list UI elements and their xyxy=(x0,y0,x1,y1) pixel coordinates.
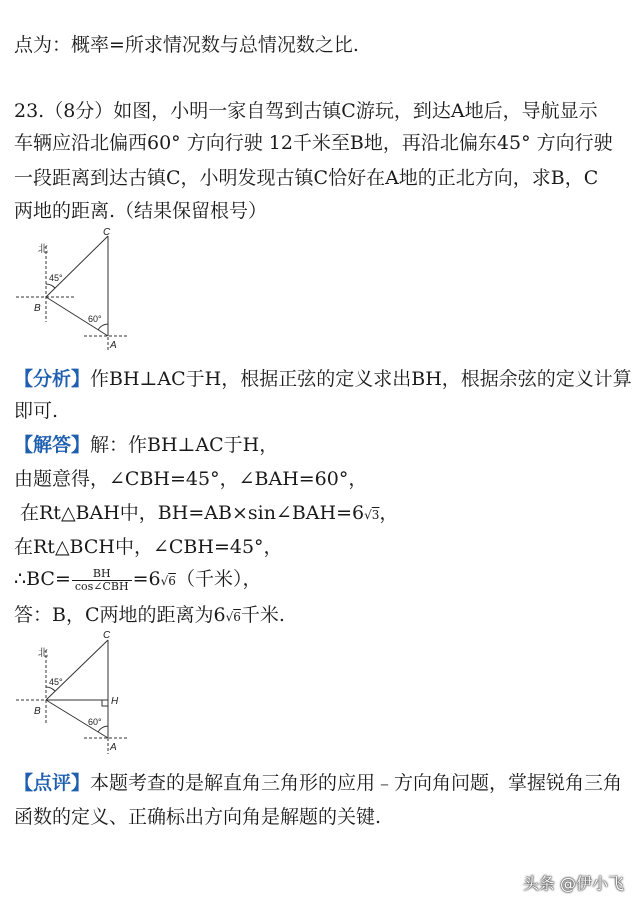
analysis-line xyxy=(14,366,632,392)
angle-arc-60 xyxy=(98,324,108,330)
direction-figure-1 xyxy=(10,226,150,358)
question-line: 23.（8分）如图，小明一家自驾到古镇C游玩，到达A地后，导航显示 xyxy=(14,100,598,122)
north-label: 北 xyxy=(38,244,48,255)
angle-arc-45 xyxy=(46,687,55,691)
solution-text: ∴BC= xyxy=(14,568,71,590)
sqrt-3: √3 xyxy=(364,508,380,522)
answer-text: 答：B，C两地的距离为6 xyxy=(14,604,226,626)
answer-text: 千米. xyxy=(240,604,285,626)
point-c-label: C xyxy=(103,630,111,641)
north-label: 北 xyxy=(38,648,48,659)
angle-45-label: 45° xyxy=(49,273,63,283)
point-c-label: C xyxy=(103,227,111,238)
sqrt-6: √6 xyxy=(225,610,241,624)
solution-line: 在Rt△BAH中，BH=AB×sin∠BAH=6√3， xyxy=(20,502,399,524)
question-line: 一段距离到达古镇C，小明发现古镇C恰好在A地的正北方向，求B，C xyxy=(14,167,599,189)
solution-line: 由题意得，∠CBH=45°，∠BAH=60°， xyxy=(14,468,368,490)
solution-line xyxy=(14,566,261,594)
direction-figure-2 xyxy=(10,628,150,760)
point-a-label: A xyxy=(110,742,117,753)
comment-text: 本题考查的是解直角三角形的应用﹣方向角问题，掌握锐角三角 xyxy=(90,772,623,794)
point-h-label: H xyxy=(111,696,119,707)
question-line: 两地的距离.（结果保留根号） xyxy=(14,200,268,222)
text-line: 点为：概率=所求情况数与总情况数之比. xyxy=(14,34,359,56)
comment-tag: 【点评】 xyxy=(14,772,91,794)
line-bc xyxy=(46,640,108,700)
sqrt-6: √6 xyxy=(160,574,176,588)
analysis-tag: 【分析】 xyxy=(14,368,91,390)
fraction-bh-over-cos: $\frac{BH}{\text{cos∠CBH}}$ xyxy=(72,568,132,593)
analysis-text: 作BH⊥AC于H，根据正弦的定义求出BH，根据余弦的定义计算 xyxy=(90,368,632,390)
answer-line xyxy=(14,602,285,630)
solution-tag: 【解答】 xyxy=(14,434,91,456)
angle-45-label: 45° xyxy=(49,677,63,687)
comment-line xyxy=(14,770,622,796)
solution-line: 在Rt△BCH中，∠CBH=45°， xyxy=(14,536,283,558)
solution-text: 在Rt△BAH中，BH=AB×sin∠BAH=6 xyxy=(20,502,365,524)
line-bc xyxy=(46,236,108,297)
solution-unit: （千米）， xyxy=(175,568,262,590)
angle-60-label: 60° xyxy=(88,717,102,727)
watermark: 头条 @伊小飞 xyxy=(522,874,624,893)
question-line: 车辆应沿北偏西60° 方向行驶 12千米至B地，再沿北偏东45° 方向行驶 xyxy=(14,132,613,154)
angle-arc-45 xyxy=(46,284,55,288)
point-b-label: B xyxy=(34,303,41,314)
point-b-label: B xyxy=(34,706,41,717)
angle-60-label: 60° xyxy=(88,314,102,324)
point-a-label: A xyxy=(110,340,117,351)
right-angle-mark xyxy=(102,700,108,706)
solution-text: 解：作BH⊥AC于H， xyxy=(90,434,279,456)
solution-text: =6 xyxy=(132,568,161,590)
comment-line: 函数的定义、正确标出方向角是解题的关键. xyxy=(14,806,382,828)
solution-line xyxy=(14,432,278,458)
analysis-line: 即可. xyxy=(14,400,59,422)
